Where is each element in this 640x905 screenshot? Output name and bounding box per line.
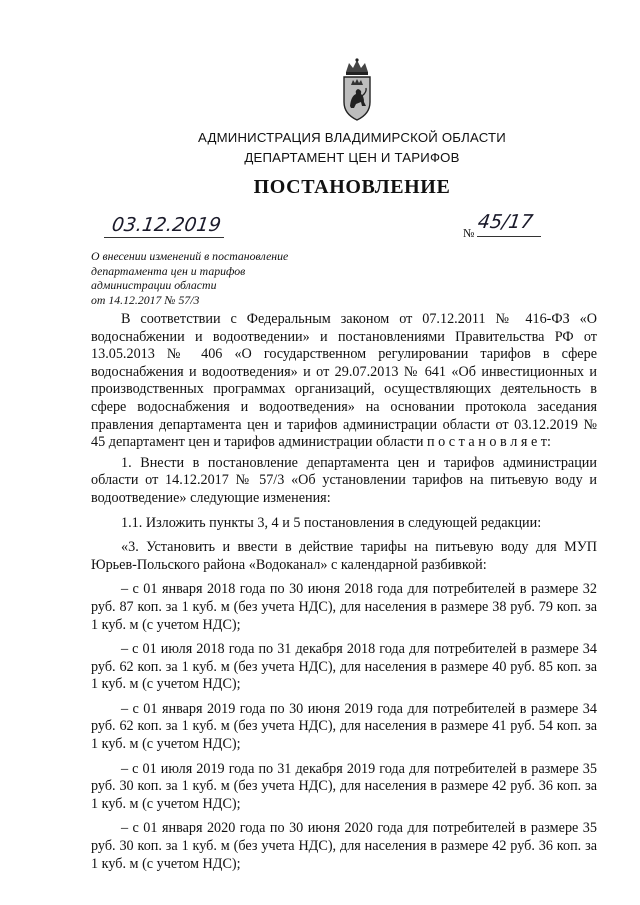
date-underline <box>104 237 224 238</box>
coat-of-arms-icon <box>336 58 378 124</box>
document-title: ПОСТАНОВЛЕНИЕ <box>253 176 451 198</box>
document-body <box>91 311 597 873</box>
document-subject <box>91 249 351 307</box>
subject-line: О внесении изменений в постановление <box>91 249 289 263</box>
tariff-paragraph: – с 01 января 2019 года по 30 июня 2019 года для потребителей в размере 34 руб. 62 коп. за 1 куб. м (без учета НДС), для населения в размере 41 руб. 54 коп. за 1 куб. м (с учетом НДС); <box>91 700 597 753</box>
clause-paragraph: 1.1. Изложить пункты 3, 4 и 5 постановления в следующей редакции: <box>121 514 542 531</box>
clause-paragraph: 1. Внести в постановление департамента цен и тарифов администрации области от 14.12.2017 № 57/3 «Об установлении тарифов на питьевую воду и водоотведение» следующие изменения: <box>91 454 597 506</box>
tariff-paragraph: – с 01 июля 2018 года по 31 декабря 2018 года для потребителей в размере 34 руб. 62 коп. за 1 куб. м (без учета НДС), для населения в размере 40 руб. 85 коп. за 1 куб. м (с учетом НДС); <box>91 641 597 693</box>
subject-line: администрации области <box>91 278 217 292</box>
number-underline <box>477 236 541 237</box>
tariff-paragraph: – с 01 января 2018 года по 30 июня 2018 года для потребителей в размере 32 руб. 87 коп. за 1 куб. м (без учета НДС), для населения в размере 38 руб. 79 коп. за 1 куб. м (с учетом НДС); <box>91 581 597 633</box>
department-name: ДЕПАРТАМЕНТ ЦЕН И ТАРИФОВ <box>244 150 460 165</box>
tariff-paragraph: – с 01 января 2020 года по 30 июня 2020 года для потребителей в размере 35 руб. 30 коп. за 1 куб. м (без учета НДС), для населения в размере 42 руб. 36 коп. за 1 куб. м (с учетом НДС); <box>91 820 597 872</box>
number-sign: № <box>463 226 475 240</box>
preamble-paragraph: В соответствии с Федеральным законом от 07.12.2011 № 416-ФЗ «О водоснабжении и водоотведении» и постановлениями Правительства РФ от 13.05.2013 № 406 «О государственном регулировании тарифов в сфере водоснабжения и водоотведения» и от 29.07.2013 № 641 «Об инвестиционных и производственных программах организаций, осуществляющих деятельность в сфере водоснабжения и водоотведения» на основании протокола заседания правления департамента цен и тарифов администрации области от 03.12.2019 № 45 департамент цен и тарифов администрации области п о с т а н о в л я е т: <box>91 311 597 451</box>
subject-line: от 14.12.2017 № 57/3 <box>91 292 200 307</box>
document-date: 03.12.2019 <box>110 214 223 236</box>
subject-line: департамента цен и тарифов <box>91 263 246 278</box>
tariff-paragraph: – с 01 июля 2019 года по 31 декабря 2019 года для потребителей в размере 35 руб. 30 коп. за 1 куб. м (без учета НДС), для населения в размере 42 руб. 36 коп. за 1 куб. м (с учетом НДС); <box>91 760 597 812</box>
organization-name: АДМИНИСТРАЦИЯ ВЛАДИМИРСКОЙ ОБЛАСТИ <box>198 130 506 145</box>
clause-paragraph: «3. Установить и ввести в действие тарифы на питьевую воду для МУП Юрьев-Польского района «Водоканал» с календарной разбивкой: <box>91 539 597 573</box>
document-number: 45/17 <box>476 211 535 233</box>
